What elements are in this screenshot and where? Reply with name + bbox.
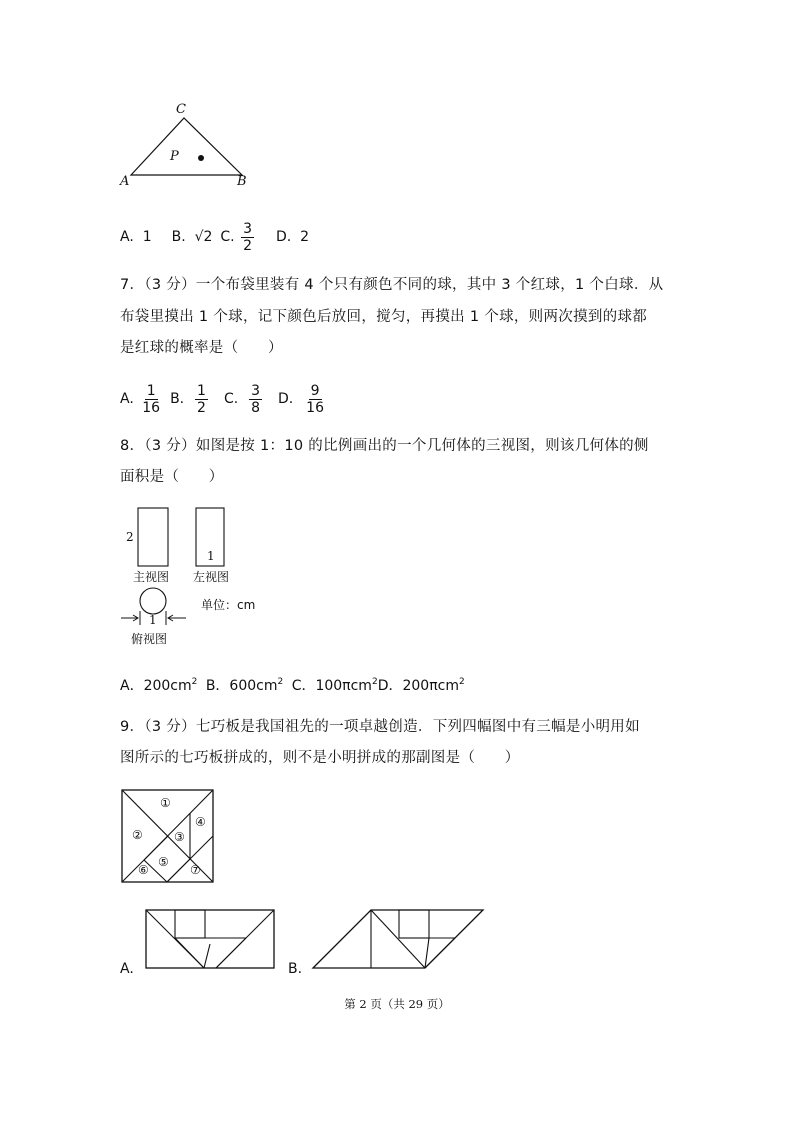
front-view-label: 主视图 [133,570,170,584]
q8-option-b[interactable]: B．$600cm^2$ [205,677,284,694]
q7-option-d[interactable]: D. $\frac{9}{16}$ [278,382,324,416]
q9-line-1: 9．（3 分）七巧板是我国祖先的一项卓越创造．下列四幅图中有三幅是小明用如 [120,719,640,735]
vertex-label-c: C [176,102,186,117]
q8-option-a[interactable]: A．$200cm^2$ [120,677,198,694]
top-view-label: 俯视图 [131,632,168,646]
q8-option-c[interactable]: C．100πcm$^2$ [291,677,378,694]
q7-line-1: 7．（3 分）一个布袋里装有 4 个只有颜色不同的球，其中 3 个红球，1 个白球．从 [120,277,664,293]
q6-option-c[interactable]: C. $\frac{3}{2}$ [220,220,253,254]
tangram-piece-6: ⑥ [138,863,149,877]
page-footer: 第 2 页（共 29 页） [344,997,450,1011]
tangram-piece-4: ④ [195,815,206,829]
q6-option-a[interactable]: A. 1 [120,229,152,245]
q7-option-a[interactable]: A. $\frac{1}{16}$ [120,382,161,416]
option-a-figure[interactable] [140,904,280,972]
vertex-label-b: B [237,174,247,189]
front-view-height: 2 [126,530,134,544]
q6-option-b[interactable]: B. √2 [171,229,213,245]
q7-line-3: 是红球的概率是（ ） [120,340,283,356]
side-view-width: 1 [207,549,215,563]
tangram-piece-5: ⑤ [158,855,169,869]
tangram-piece-2: ② [132,828,143,842]
q9-line-2: 图所示的七巧板拼成的，则不是小明拼成的那副图是（ ） [120,750,520,766]
q8-options [120,673,465,695]
q9-option-a-label[interactable]: A. [120,961,134,977]
q7-line-2: 布袋里摸出 1 个球，记下颜色后放回，搅匀，再摸出 1 个球，则两次摸到的球都 [120,309,648,325]
point-label-p: P [170,149,179,164]
top-view-width: 1 [149,613,157,627]
q7-option-b[interactable]: B. $\frac{1}{2}$ [170,382,206,416]
q7-options [120,378,328,420]
side-view-label: 左视图 [193,570,230,584]
q6-options [120,216,309,258]
q8-option-d[interactable]: D．200πcm$^2$ [377,677,465,694]
tangram-piece-7: ⑦ [190,863,201,877]
q8-line-2: 面积是（ ） [120,469,224,485]
q9-option-b-label[interactable]: B. [288,961,303,977]
tangram-piece-1: ① [160,796,171,810]
q6-option-d[interactable]: D. 2 [276,229,310,245]
tangram-piece-3: ③ [174,830,185,844]
unit-label: 单位：cm [201,598,256,612]
q7-option-c[interactable]: C. $\frac{3}{8}$ [223,382,261,416]
option-b-figure[interactable] [306,904,488,972]
q8-line-1: 8．（3 分）如图是按 1：10 的比例画出的一个几何体的三视图，则该几何体的侧 [120,438,649,454]
vertex-label-a: A [120,174,130,189]
